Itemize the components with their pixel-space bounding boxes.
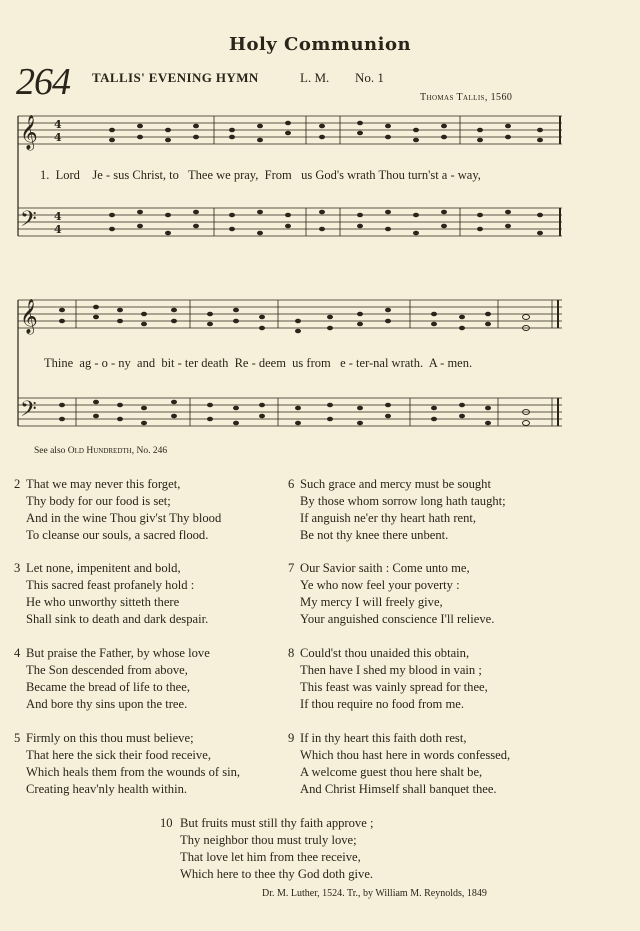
section-title: Holy Communion bbox=[228, 34, 412, 55]
tune-number: No. 1 bbox=[355, 70, 384, 85]
svg-text:𝄞: 𝄞 bbox=[20, 115, 38, 150]
verse-9: 9 If in thy heart this faith doth rest, Which thou hast here in words confessed, A welcome guest thou here shalt be, And Christ Himself shall banquet thee. bbox=[288, 731, 511, 796]
tune-name: TALLIS' EVENING HYMN bbox=[92, 70, 259, 85]
see-also-prefix: See also bbox=[34, 446, 66, 456]
see-also-note bbox=[34, 446, 167, 456]
verse-6: 6 Such grace and mercy must be sought By those whom sorrow long hath taught; If anguish ne'er thy heart hath rent, Be not thy knee there unbent. bbox=[288, 477, 506, 542]
see-also-suffix: , No. 246 bbox=[131, 446, 168, 456]
svg-text:𝄞: 𝄞 bbox=[20, 299, 38, 334]
see-also-tune: Old Hundredth bbox=[67, 446, 132, 456]
svg-text:4: 4 bbox=[54, 131, 62, 144]
meter: L. M. bbox=[300, 70, 330, 85]
lyric-line-2: Thine ag - o - ny and bit - ter death Re - deem us from e - ter-nal wrath. A - men. bbox=[44, 356, 473, 370]
verse-3: 3 Let none, impenitent and bold, This sacred feast profanely hold : He who unworthy sitteth there Shall sink to death and dark despair. bbox=[14, 561, 209, 626]
svg-text:4: 4 bbox=[54, 118, 62, 131]
lyric-line-1: 1. Lord Je - sus Christ, to Thee we pray, From us God's wrath Thou turn'st a - way, bbox=[40, 168, 481, 182]
verse-5: 5 Firmly on this thou must believe; That here the sick their food receive, Which heals them from the wounds of sin, Creating heav'nly health within. bbox=[14, 731, 241, 796]
verse-8: 8 Could'st thou unaided this obtain, Then have I shed my blood in vain ; This feast was vainly spread for thee, If thou require no food from me. bbox=[288, 646, 488, 711]
svg-text:𝄢: 𝄢 bbox=[20, 397, 37, 427]
verse-7: 7 Our Savior saith : Come unto me, Ye who now feel your poverty : My mercy I will freely give, Your anguished conscience I'll relieve. bbox=[288, 561, 495, 626]
svg-text:𝄢: 𝄢 bbox=[20, 207, 37, 237]
svg-text:4: 4 bbox=[54, 210, 62, 223]
verse-4: 4 But praise the Father, by whose love The Son descended from above, Became the bread of life to thee, And bore thy sins upon the tree. bbox=[14, 646, 210, 711]
hymn-number: 264 bbox=[16, 61, 70, 103]
verse-10: 10 But fruits must still thy faith approve ; Thy neighbor thou must truly love; That love let him from thee receive, Which here to thee thy God doth give. bbox=[160, 816, 374, 881]
verse-2: 2 That we may never this forget, Thy body for our food is set; And in the wine Thou giv'st Thy blood To cleanse our souls, a sacred flood. bbox=[14, 477, 222, 542]
composer: Thomas Tallis, 1560 bbox=[420, 92, 513, 103]
svg-text:4: 4 bbox=[54, 223, 62, 236]
author-credit: Dr. M. Luther, 1524. Tr., by William M. Reynolds, 1849 bbox=[262, 888, 487, 899]
